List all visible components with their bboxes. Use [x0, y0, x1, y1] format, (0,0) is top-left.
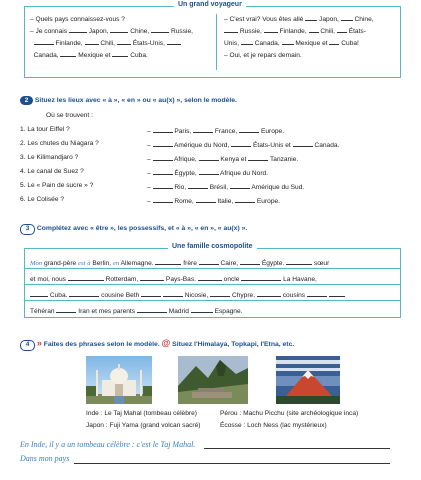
family-line-4: Téhéran Iran et mes parents Madrid Espagne. — [30, 308, 243, 315]
question: 4. Le canal de Suez ? — [20, 168, 84, 175]
exercise-number-badge: 4 — [20, 340, 35, 351]
double-chevron-icon: » — [36, 338, 42, 348]
grid-line — [24, 268, 400, 269]
dialogue-divider — [216, 14, 217, 70]
model-sentence: En Inde, il y a un tombeau célèbre : c'est le Taj Mahal. — [20, 440, 196, 449]
exercise-4-header — [20, 338, 294, 351]
exercise-number-badge: 2 — [20, 96, 33, 105]
family-line-1: Mon grand-père est à Berlin, en Allemagne. frère Caire, Égypte. sœur — [30, 260, 330, 267]
exercise-2-instruction: Situez les lieux avec « à », « en » ou « au(x) », selon le modèle. — [34, 97, 237, 104]
exercise-4-instruction: Faites des phrases selon le modèle. — [43, 341, 160, 348]
caption-loch-ness: Écosse : Loch Ness (lac mystérieux) — [220, 422, 327, 429]
answer-line — [204, 448, 390, 449]
at-sign-icon: @ — [161, 338, 171, 348]
caption-fuji-yama: Japon : Fuji Yama (grand volcan sacré) — [86, 422, 201, 429]
taj-mahal-photo — [86, 356, 152, 404]
exercise-2-subtitle: Où se trouvent : — [46, 112, 93, 119]
family-line-2: et moi, nous Rotterdam, Pays-Bas. oncle La Havane, — [30, 276, 317, 283]
family-box-title: Une famille cosmopolite — [168, 243, 257, 250]
exercise-3-instruction: Complétez avec « être », les possessifs, et « à », « en », « au(x) ». — [36, 225, 248, 232]
question: 1. La tour Eiffel ? — [20, 126, 70, 133]
answer-start: Dans mon pays — [20, 454, 70, 463]
answer-line: – Rome, Italie, Europe. — [147, 198, 281, 205]
answer-line: – Afrique, Kenya et Tanzanie. — [147, 156, 299, 163]
family-line-3: Cuba. cousine Beth Nicosie, Chypre, cousins — [30, 290, 345, 299]
exercise-2-header — [20, 96, 237, 105]
answer-line — [74, 463, 390, 464]
dialogue-left: – Quels pays connaissez-vous ? – Je connais Japon, Chine, Russie, Finlande, Chili, États-Unis, Canada, Mexique et Cuba. — [30, 16, 193, 59]
question: 6. Le Colisée ? — [20, 196, 64, 203]
photo-captions — [86, 408, 406, 432]
exercise-4-extra: Situez l'Himalaya, Topkapi, l'Etna, etc. — [172, 341, 295, 348]
exercise-3-header — [20, 224, 247, 235]
machu-picchu-photo — [178, 356, 248, 404]
mount-fuji-print — [276, 356, 340, 404]
answer-line: – Paris, France, Europe. — [147, 128, 285, 135]
caption-machu-picchu: Pérou : Machu Picchu (site archéologique inca) — [220, 410, 359, 417]
question: 3. Le Kilimandjaro ? — [20, 154, 79, 161]
dialogue-right: – C'est vrai? Vous êtes allé Japon, Chine, Russie, Finlande, Chili, États- Unis, Canada, Mexique et Cuba! – Oui, et je repars demain. — [224, 16, 374, 59]
question: 5. Le « Pain de sucre » ? — [20, 182, 94, 189]
grid-line — [24, 284, 400, 285]
grid-line — [24, 300, 400, 301]
exercise-number-badge: 3 — [20, 224, 35, 235]
answer-line: – Amérique du Nord, États-Unis et Canada. — [147, 142, 340, 149]
dialogue-box-title: Un grand voyageur — [174, 1, 246, 8]
answer-line: – Égypte, Afrique du Nord. — [147, 170, 269, 177]
answer-line: – Rio, Brésil, Amérique du Sud. — [147, 184, 305, 191]
caption-taj-mahal: Inde : Le Taj Mahal (tombeau célèbre) — [86, 410, 197, 417]
question: 2. Les chutes du Niagara ? — [20, 140, 99, 147]
